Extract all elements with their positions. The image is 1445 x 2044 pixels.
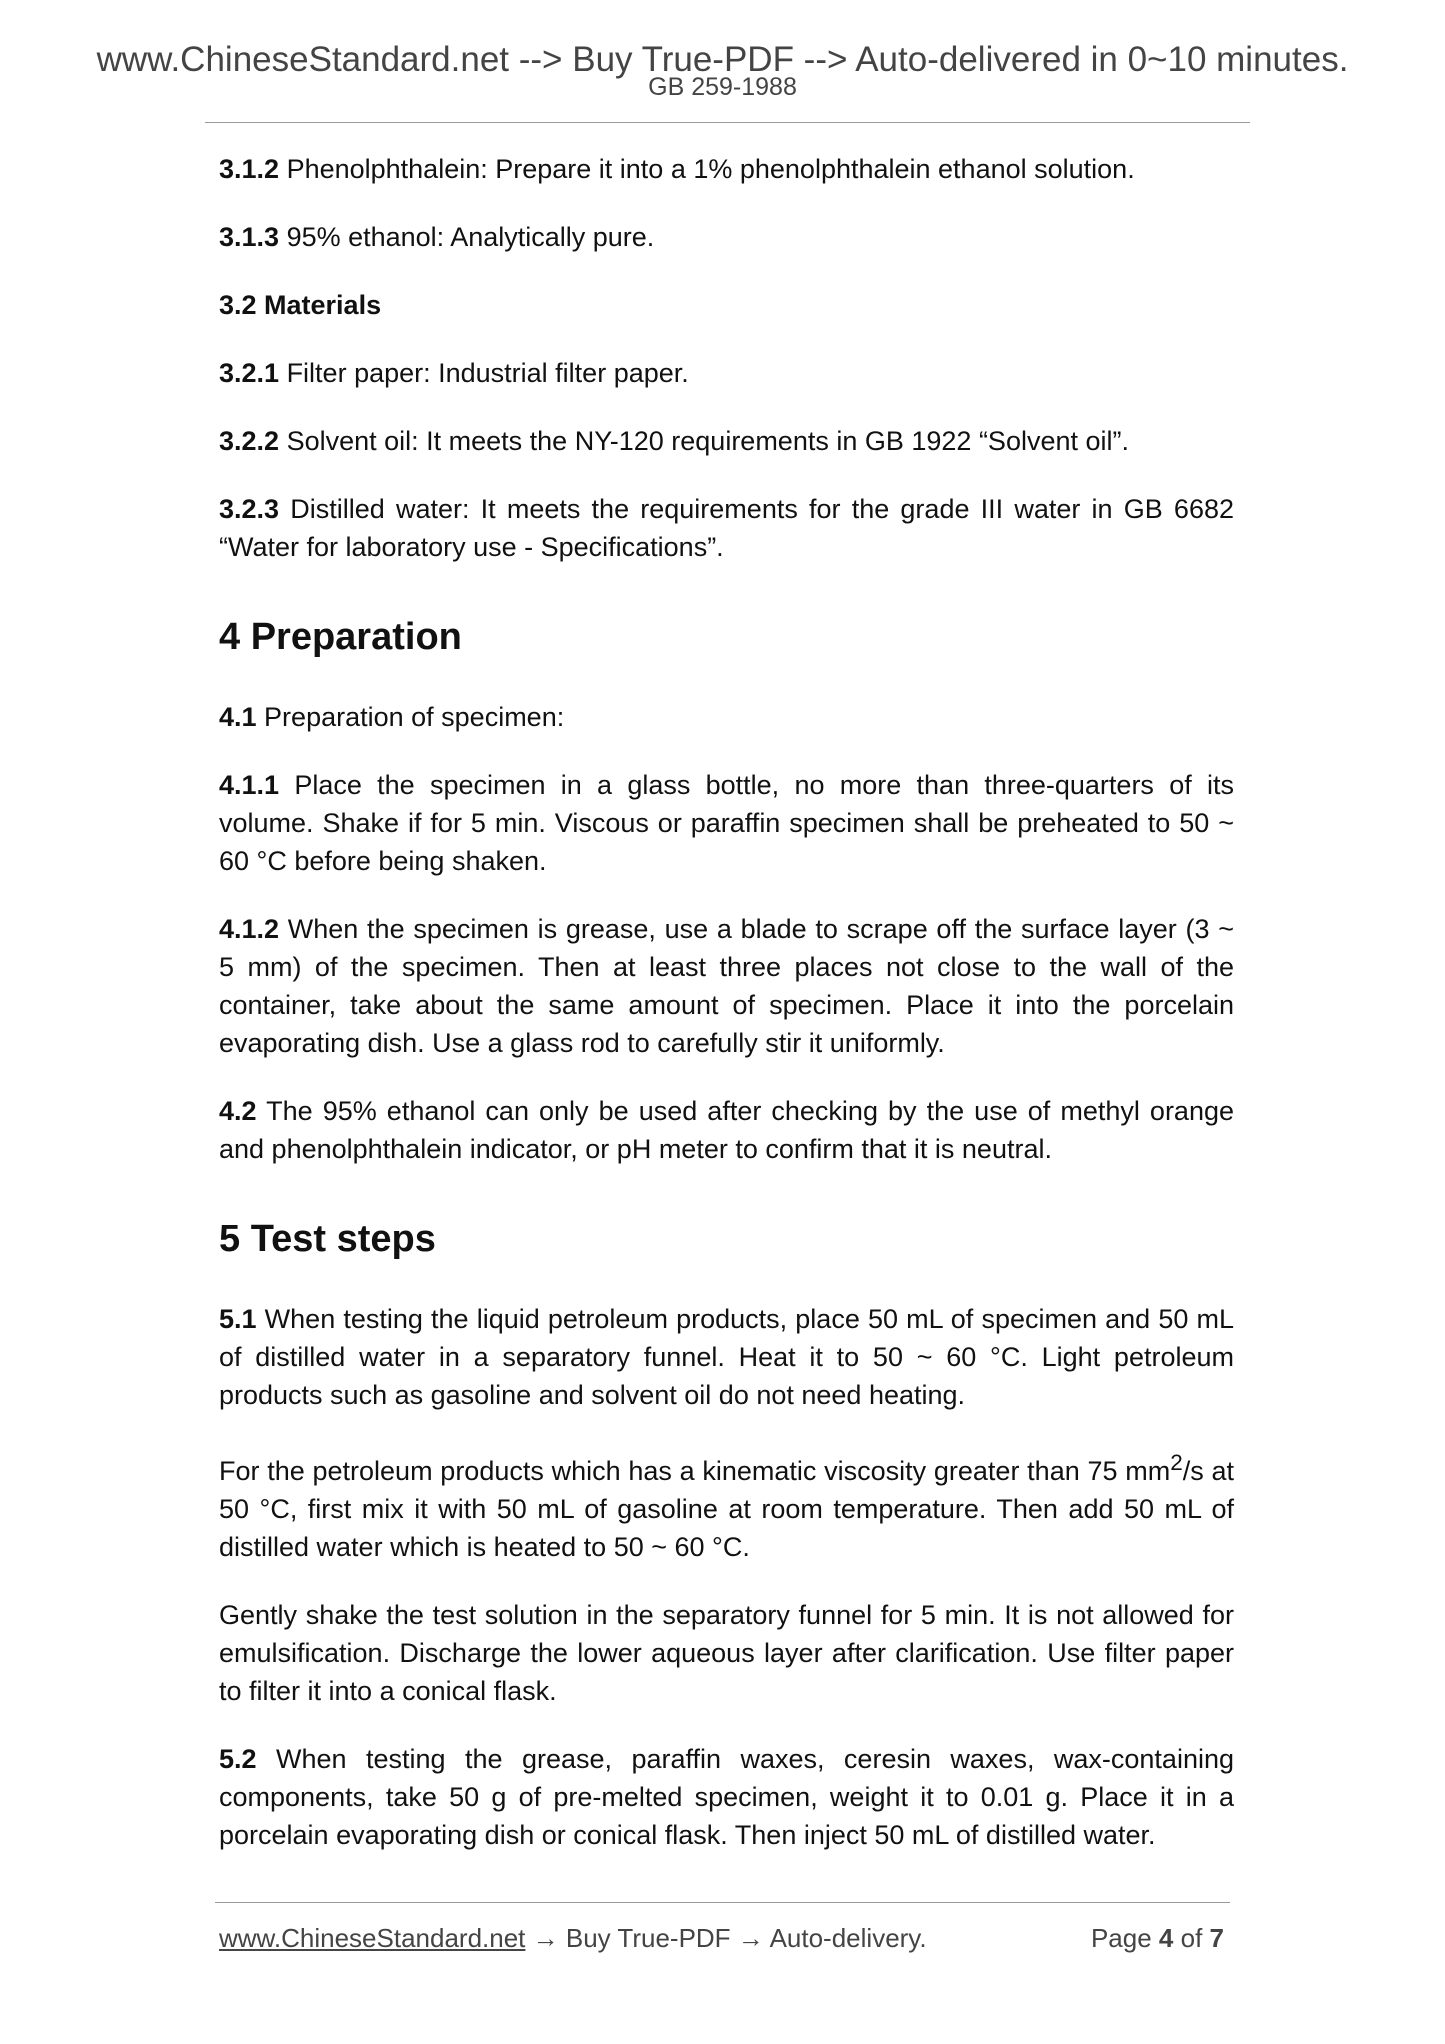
- page-label: Page: [1090, 1923, 1159, 1953]
- clause-3-2-2: [219, 422, 1234, 460]
- footer-divider: [215, 1902, 1230, 1903]
- paragraph-viscosity: [219, 1444, 1234, 1566]
- clause-text: When the specimen is grease, use a blade to scrape off the surface layer (3 ~ 5 mm) of the specimen. Then at least three places not close to the wall of the container, take about the same amount of specimen. Place it into the porcelain evaporating dish. Use a glass rod to carefully stir it uniformly.: [219, 914, 1234, 1058]
- subheading-materials: 3.2 Materials: [219, 290, 382, 320]
- clause-number: 3.2.3: [219, 494, 280, 524]
- paragraph-text: For the petroleum products which has a kinematic viscosity greater than 75 mm: [219, 1456, 1171, 1486]
- section-heading-test-steps: 5 Test steps: [219, 1218, 436, 1260]
- clause-3-1-3: [219, 218, 1234, 256]
- footer-tagline: → Buy True-PDF → Auto-delivery.: [525, 1923, 927, 1953]
- clause-number: 3.1.2: [219, 154, 280, 184]
- section-heading-preparation: 4 Preparation: [219, 616, 462, 658]
- clause-number: 4.1.1: [219, 770, 280, 800]
- clause-number: 5.2: [219, 1744, 257, 1774]
- clause-number: 4.1: [219, 702, 257, 732]
- clause-4-2: [219, 1092, 1234, 1168]
- clause-text: Preparation of specimen:: [256, 702, 565, 732]
- clause-4-1-1: [219, 766, 1234, 880]
- superscript: 2: [1170, 1450, 1183, 1475]
- clause-number: 4.2: [219, 1096, 257, 1126]
- clause-text: When testing the liquid petroleum products, place 50 mL of specimen and 50 mL of distilled water in a separatory funnel. Heat it to 50 ~ 60 °C. Light petroleum products such as gasoline and solvent oil do not need heating.: [219, 1304, 1234, 1410]
- page-footer: [219, 1918, 1234, 1958]
- clause-5-1: [219, 1300, 1234, 1414]
- clause-text: 95% ethanol: Analytically pure.: [279, 222, 655, 252]
- clause-number: 4.1.2: [219, 914, 280, 944]
- clause-text: Distilled water: It meets the requirements for the grade III water in GB 6682 “Water for laboratory use - Specifications”.: [219, 494, 1234, 562]
- document-code: GB 259-1988: [648, 73, 797, 101]
- paragraph-text: /s at 50 °C, first mix it with 50 mL of gasoline at room temperature. Then add 50 mL of distilled water which is heated to 50 ~ 60 °C.: [219, 1456, 1234, 1562]
- clause-4-1: [219, 698, 1234, 736]
- top-banner: www.ChineseStandard.net --> Buy True-PDF --> Auto-delivered in 0~10 minutes.: [96, 40, 1349, 79]
- paragraph-shaking: Gently shake the test solution in the separatory funnel for 5 min. It is not allowed for emulsification. Discharge the lower aqueous layer after clarification. Use filter paper to filter it into a conical flask.: [219, 1600, 1234, 1706]
- document-body: [219, 150, 1234, 1884]
- page-current: 4: [1158, 1923, 1174, 1953]
- clause-text: When testing the grease, paraffin waxes, ceresin waxes, wax-containing components, take 50 g of pre-melted specimen, weight it to 0.01 g. Place it in a porcelain evaporating dish or conical flask. Then inject 50 mL of distilled water.: [219, 1744, 1234, 1850]
- footer-website-link[interactable]: www.ChineseStandard.net: [219, 1923, 526, 1953]
- clause-text: Place the specimen in a glass bottle, no more than three-quarters of its volume. Shake if for 5 min. Viscous or paraffin specimen shall be preheated to 50 ~ 60 °C before being shaken.: [219, 770, 1234, 876]
- clause-text: Solvent oil: It meets the NY-120 requirements in GB 1922 “Solvent oil”.: [279, 426, 1129, 456]
- clause-text: Phenolphthalein: Prepare it into a 1% phenolphthalein ethanol solution.: [279, 154, 1135, 184]
- clause-5-2: [219, 1740, 1234, 1854]
- clause-number: 3.2.1: [219, 358, 280, 388]
- clause-text: The 95% ethanol can only be used after checking by the use of methyl orange and phenolphthalein indicator, or pH meter to confirm that it is neutral.: [219, 1096, 1234, 1164]
- clause-3-2-3: [219, 490, 1234, 566]
- clause-number: 5.1: [219, 1304, 257, 1334]
- clause-3-2-1: [219, 354, 1234, 392]
- clause-text: Filter paper: Industrial filter paper.: [279, 358, 689, 388]
- footer-left: [219, 1918, 927, 1958]
- clause-4-1-2: [219, 910, 1234, 1062]
- page-indicator: [1091, 1918, 1224, 1958]
- clause-3-1-2: [219, 150, 1234, 188]
- page-of-label: of: [1173, 1923, 1210, 1953]
- header-divider: [205, 122, 1250, 123]
- clause-number: 3.2.2: [219, 426, 280, 456]
- page-total: 7: [1209, 1923, 1224, 1953]
- clause-number: 3.1.3: [219, 222, 280, 252]
